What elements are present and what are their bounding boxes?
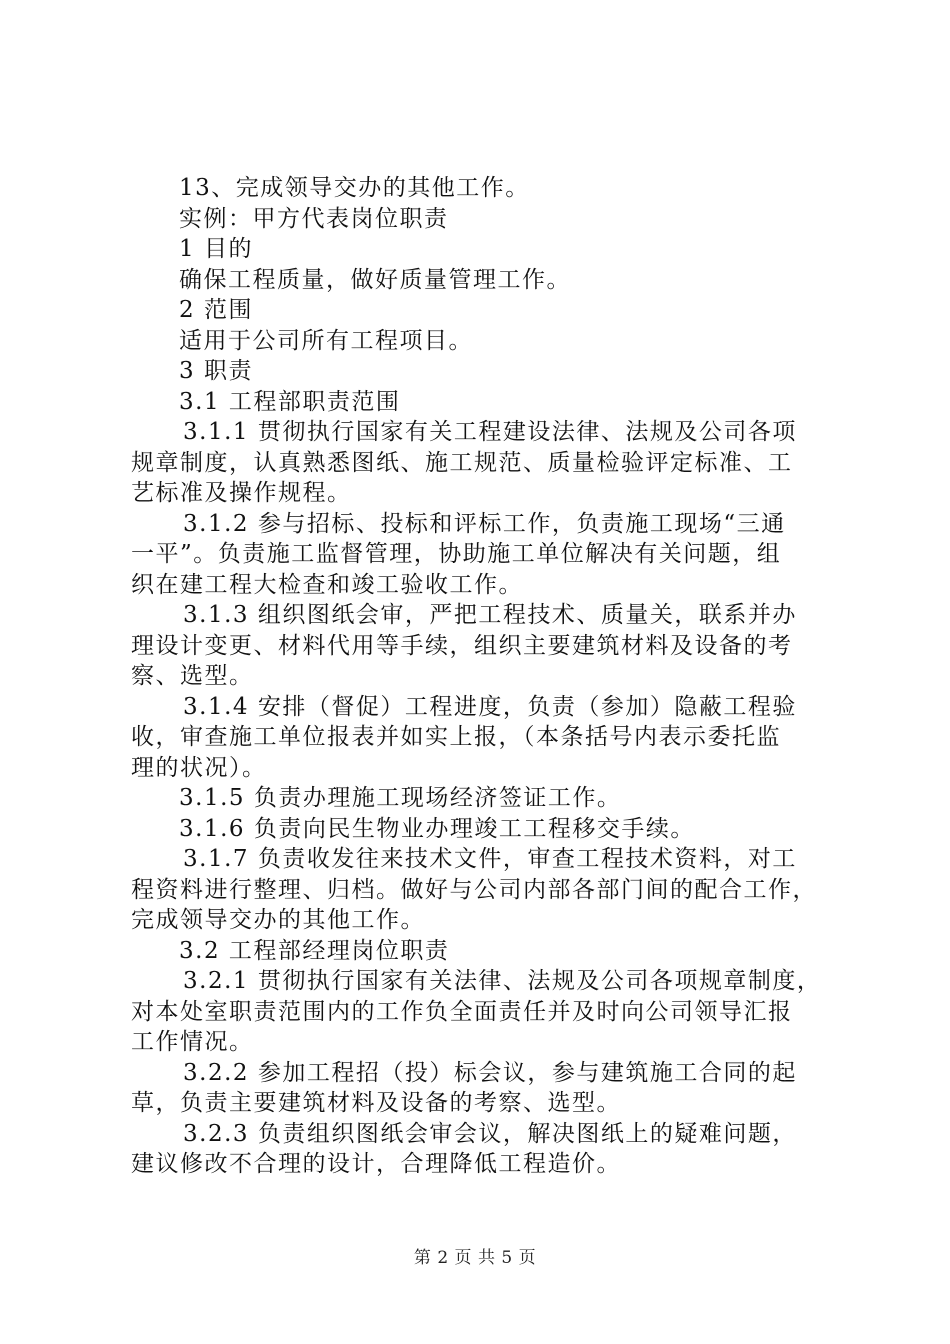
text-line: 收，审查施工单位报表并如实上报，（本条括号内表示委托监 xyxy=(131,724,781,750)
text-line: 工作情况。 xyxy=(131,1029,254,1055)
text-line: 3.1.1 贯彻执行国家有关工程建设法律、法规及公司各项 xyxy=(183,419,797,445)
text-line: 完成领导交办的其他工作。 xyxy=(131,907,425,933)
section-heading: 1 目的 xyxy=(179,236,253,262)
section-heading: 2 范围 xyxy=(179,297,253,323)
page-footer: 第 2 页 共 5 页 xyxy=(413,1248,537,1268)
text-line: 适用于公司所有工程项目。 xyxy=(179,327,473,354)
text-line: 3.1.2 参与招标、投标和评标工作，负责施工现场“三通 xyxy=(183,510,786,537)
text-line: 织在建工程大检查和竣工验收工作。 xyxy=(131,571,523,598)
text-line: 3.1.6 负责向民生物业办理竣工工程移交手续。 xyxy=(179,815,695,842)
subsection-heading: 3.2 工程部经理岗位职责 xyxy=(179,937,450,964)
text-line: 3.2.1 贯彻执行国家有关法律、法规及公司各项规章制度， xyxy=(183,968,822,994)
text-line: 一平”。负责施工监督管理，协助施工单位解决有关问题，组 xyxy=(131,541,782,567)
text-line: 3.1.7 负责收发往来技术文件，审查工程技术资料，对工 xyxy=(183,846,797,872)
text-line: 规章制度，认真熟悉图纸、施工规范、质量检验评定标准、工 xyxy=(131,449,793,476)
text-line: 对本处室职责范围内的工作负全面责任并及时向公司领导汇报 xyxy=(131,998,793,1025)
text-line: 13、完成领导交办的其他工作。 xyxy=(179,175,530,201)
text-line: 3.2.3 负责组织图纸会审会议，解决图纸上的疑难问题， xyxy=(183,1120,797,1147)
subsection-heading: 3.1 工程部职责范围 xyxy=(179,388,401,415)
text-line: 3.1.5 负责办理施工现场经济签证工作。 xyxy=(179,785,622,811)
document-body xyxy=(131,173,851,1180)
text-line: 确保工程质量，做好质量管理工作。 xyxy=(179,266,571,293)
text-line: 3.1.3 组织图纸会审，严把工程技术、质量关，联系并办 xyxy=(183,602,797,628)
text-line: 察、选型。 xyxy=(131,663,254,689)
text-line: 建议修改不合理的设计，合理降低工程造价。 xyxy=(131,1151,621,1177)
text-line: 3.2.2 参加工程招（投）标会议，参与建筑施工合同的起 xyxy=(183,1059,797,1086)
section-heading: 3 职责 xyxy=(179,358,253,384)
text-line: 理设计变更、材料代用等手续，组织主要建筑材料及设备的考 xyxy=(131,632,793,659)
text-line: 草，负责主要建筑材料及设备的考察、选型。 xyxy=(131,1090,621,1116)
text-line: 艺标准及操作规程。 xyxy=(131,480,352,506)
text-line: 3.1.4 安排（督促）工程进度，负责（参加）隐蔽工程验 xyxy=(183,693,797,720)
text-line: 程资料进行整理、归档。做好与公司内部各部门间的配合工作， xyxy=(131,876,817,903)
text-line: 实例：甲方代表岗位职责 xyxy=(179,205,449,232)
text-line: 理的状况）。 xyxy=(131,754,267,781)
